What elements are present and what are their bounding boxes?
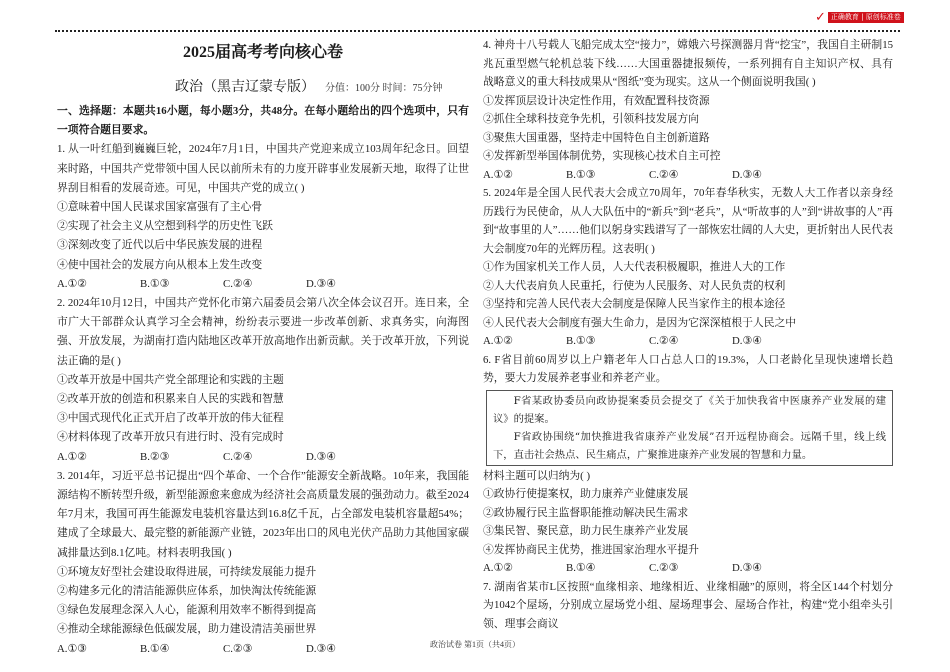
option: ③中国式现代化正式开启了改革开放的伟大征程 (57, 412, 284, 425)
option: ②改革开放的创造和积累来自人民的实践和智慧 (57, 393, 284, 406)
choice-a: A.①② (483, 168, 513, 181)
choice-d: D.③④ (306, 450, 336, 463)
option: ①改革开放是中国共产党全部理论和实践的主题 (57, 373, 284, 386)
option: ②构建多元化的清洁能源供应体系，加快淘汰传统能源 (57, 585, 317, 598)
option: ①政协行使提案权，助力康养产业健康发展 (483, 488, 689, 500)
option: ②人大代表肩负人民重托，行使为人民服务、对人民负责的权利 (483, 279, 786, 292)
option: ③绿色发展理念深入人心，能源利用效率不断得到提高 (57, 604, 317, 617)
question-2 (57, 294, 469, 467)
answer-choices (483, 166, 893, 185)
choice-d: D.③④ (732, 168, 762, 181)
choice-b: B.①③ (140, 277, 170, 290)
question-1 (57, 140, 469, 294)
answer-choices (483, 559, 893, 578)
option: ②抓住全球科技竞争先机，引领科技发展方向 (483, 113, 699, 125)
question-stem: 5. 2024年是全国人民代表大会成立70周年，70年春华秋实，无数人大工作者以亲身经历践行为民使命，从人大队伍中的“新兵”到“老兵”，从“听故事的人”到“讲故事的人”再到“故事里的人”……他们以躬身实践谱写了一部恢宏壮阔的人大史，更折射出人民代表大会制度70年的光辉历程。这表明( ) (483, 187, 893, 255)
publisher-logo (815, 10, 904, 25)
option: ①环境友好型社会建设取得进展，可持续发展能力提升 (57, 565, 317, 578)
choice-c: C.②③ (223, 642, 253, 655)
option: ③坚持和完善人民代表大会制度是保障人民当家作主的根本途径 (483, 298, 786, 310)
choice-b: B.①③ (566, 335, 596, 347)
question-stem: 4. 神舟十八号载人飞船完成太空“接力”，嫦娥六号探测器月背“挖宝”，我国自主研制15兆瓦重型燃气轮机总装下线……大国重器捷报频传，一系列拥有自主知识产权、具有战略意义的重大科技成果从“图纸”变为现实。这从一个侧面说明我国( ) (483, 39, 893, 88)
choice-a: A.①③ (57, 642, 87, 655)
right-column (483, 36, 893, 633)
option: ③集民智、聚民意，助力民生康养产业发展 (483, 525, 689, 537)
question-7 (483, 578, 893, 634)
option: ④人民代表大会制度有强大生命力，是因为它深深植根于人民之中 (483, 316, 797, 329)
choice-b: B.②③ (140, 450, 170, 463)
option: ④发挥协商民主优势，推进国家治理水平提升 (483, 543, 699, 556)
answer-choices (57, 448, 469, 467)
option: ③聚焦大国重器，坚持走中国特色自主创新道路 (483, 131, 710, 144)
option: ①发挥顶层设计决定性作用，有效配置科技资源 (483, 94, 710, 107)
question-4 (483, 36, 893, 184)
question-stem: 6. F省目前60周岁以上户籍老年人口占总人口的19.3%，人口老龄化呈现快速增长趋势，要大力发展养老事业和养老产业。 (483, 353, 893, 384)
option: ④材料体现了改革开放只有进行时、没有完成时 (57, 431, 284, 444)
option: ④发挥新型举国体制优势，实现核心技术自主可控 (483, 150, 721, 162)
choice-b: B.①④ (140, 642, 170, 655)
answer-choices (57, 275, 469, 294)
question-3 (57, 467, 469, 659)
choice-c: C.②④ (649, 335, 679, 347)
question-prompt: 材料主题可以归纳为( ) (483, 469, 591, 482)
choice-c: C.②④ (223, 450, 253, 463)
question-5 (483, 184, 893, 351)
option: ①作为国家机关工作人员，人大代表积极履职，推进人大的工作 (483, 261, 786, 273)
option: ①意味着中国人民谋求国家富强有了主心骨 (57, 201, 263, 214)
option: ③深刻改变了近代以后中华民族发展的进程 (57, 239, 263, 252)
exam-title: 2025届高考考向核心卷 (182, 44, 343, 61)
question-stem: 7. 湖南省某市L区按照“血缘相亲、地缘相近、业缘相融”的原则，将全区144个村划分为1042个屋场，分别成立屋场党小组、屋场理事会、屋场合作社，构建“党小组牵头引领、理事会商议 (483, 580, 893, 630)
section-heading: 一、选择题：本题共16小题，每小题3分，共48分。在每小题给出的四个选项中，只有一项符合题目要求。 (57, 105, 469, 137)
question-stem: 3. 2014年，习近平总书记提出“四个革命、一个合作”能源安全新战略。10年来，我国能源结构不断转型升级，新型能源愈来愈成为经济社会高质量发展的强劲动力。截至2024年7月末，我国可再生能源发电装机容量达到16.8亿千瓦，占全部发电装机容量超54%；建成了全球最大、最完整的新能源产业链，2023年出口的风电光伏产品助力其他国家碳减排量达到8.1亿吨。材料表明我国( ) (57, 469, 469, 559)
choice-a: A.①② (483, 335, 513, 347)
question-stem: 1. 从一叶红船到巍巍巨轮，2024年7月1日，中国共产党迎来成立103周年纪念日。回望来时路，中国共产党带领中国人民以前所未有的力度开辟事业发展新天地，取得了让世界刮目相看的发展奇迹。可见，中国共产党的成立( ) (57, 143, 469, 194)
option: ②政协履行民主监督职能推动解决民生需求 (483, 506, 689, 519)
choice-a: A.①② (483, 562, 513, 574)
option: ②实现了社会主义从空想到科学的历史性飞跃 (57, 220, 273, 233)
option: ④推动全球能源绿色低碳发展，助力建设清洁美丽世界 (57, 623, 317, 636)
left-column (57, 102, 469, 659)
choice-d: D.③④ (732, 562, 762, 574)
choice-a: A.①② (57, 450, 87, 463)
answer-choices (483, 332, 893, 351)
choice-b: B.①③ (566, 168, 596, 181)
material-box (486, 390, 893, 466)
choice-a: A.①② (57, 277, 87, 290)
choice-c: C.②④ (649, 168, 679, 181)
header-rule (55, 30, 900, 32)
check-icon: ✓ (815, 10, 826, 25)
choice-d: D.③④ (306, 277, 336, 290)
logo-text: 正确教育 | 原创标准卷 (828, 12, 904, 23)
option: ④使中国社会的发展方向从根本上发生改变 (57, 258, 263, 271)
exam-subject: 政治（黑吉辽蒙专版） (175, 80, 315, 95)
choice-c: C.②③ (649, 562, 679, 574)
choice-d: D.③④ (306, 642, 336, 655)
page-footer: 政治试卷 第1页（共4页） (430, 640, 520, 649)
choice-d: D.③④ (732, 335, 762, 347)
score-time: 分值：100分 时间：75分钟 (325, 83, 443, 94)
material-paragraph: F省某政协委员向政协提案委员会提交了《关于加快我省中医康养产业发展的建议》的提案。 (493, 394, 886, 425)
choice-b: B.①④ (566, 562, 596, 574)
question-stem: 2. 2024年10月12日，中国共产党怀化市第六届委员会第八次全体会议召开。连日来，全市广大干部群众认真学习全会精神，纷纷表示要进一步改革创新、求真务实，向海图强、开放发展，为湖南打造内陆地区改革开放高地作出新贡献。关于改革开放，下列说法正确的是( ) (57, 297, 469, 367)
question-6 (483, 351, 893, 578)
choice-c: C.②④ (223, 277, 253, 290)
material-paragraph: F省政协围绕“加快推进我省康养产业发展”召开远程协商会。远隔千里，线上线下，直击社会热点、民生痛点，广聚推进康养产业发展的智慧和力量。 (493, 430, 886, 461)
